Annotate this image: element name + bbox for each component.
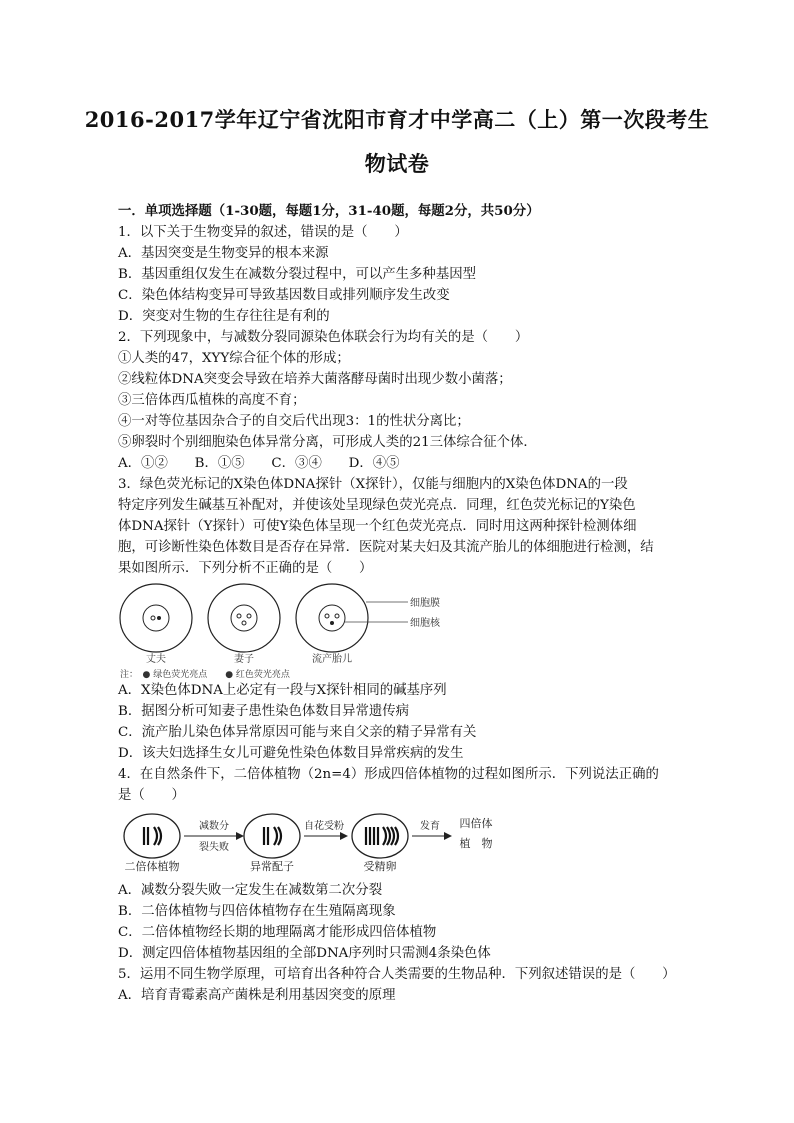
text-line: ②线粒体DNA突变会导致在培养大菌落酵母菌时出现少数小菌落；: [118, 372, 512, 387]
chromosomes-diploid: [144, 827, 161, 845]
section-heading: 一．单项选择题（1-30题，每题1分，31-40题，每题2分，共50分）: [118, 203, 540, 219]
text-line: 是（ ）: [118, 788, 185, 803]
result-label-line1: 四倍体: [459, 817, 493, 830]
fetus-label: 流产胎儿: [312, 654, 352, 665]
text-line: ⑤卵裂时个别细胞染色体异常分离，可形成人类的21三体综合征个体．: [118, 435, 537, 450]
text-line: C．染色体结构变异可导致基因数目或排列顺序发生改变: [118, 288, 450, 303]
text-line: ①人类的47，XYY综合征个体的形成；: [118, 351, 350, 366]
step2-label: 异常配子: [250, 860, 294, 873]
nucleus-label: 细胞核: [410, 618, 440, 629]
text-line: 体DNA探针（Y探针）可使Y染色体呈现一个红色荧光亮点．同时用这两种探针检测体细: [118, 519, 637, 534]
text-line: D．测定四倍体植物基因组的全部DNA序列时只需测4条染色体: [118, 946, 491, 961]
text-line: ③三倍体西瓜植株的高度不育；: [118, 393, 306, 408]
text-line: D．该夫妇选择生女儿可避免性染色体数目异常疾病的发生: [118, 746, 464, 761]
text-line: ④一对等位基因杂合子的自交后代出现3：1的性状分离比；: [118, 414, 470, 429]
text-line: 1．以下关于生物变异的叙述，错误的是（ ）: [118, 225, 408, 240]
text-line: 胞，可诊断性染色体数目是否存在异常．医院对某夫妇及其流产胎儿的体细胞进行检测，结: [118, 540, 654, 555]
step3-label: 受精卵: [363, 860, 397, 873]
step1-label: 二倍体植物: [124, 860, 180, 873]
text-line: B．据图分析可知妻子患性染色体数目异常遗传病: [118, 704, 410, 719]
text-line: B．基因重组仅发生在减数分裂过程中，可以产生多种基因型: [118, 267, 476, 282]
wife-cell: [208, 584, 280, 652]
text-line: 特定序列发生碱基互补配对，并使该处呈现绿色荧光亮点．同理，红色荧光标记的Y染色: [118, 498, 636, 513]
chromosomes-gamete: [264, 827, 281, 845]
text-line: A．基因突变是生物变异的根本来源: [118, 246, 329, 261]
text-line: 3．绿色荧光标记的X染色体DNA探针（X探针），仅能与细胞内的X染色体DNA的一段: [118, 477, 628, 492]
husband-label: 丈夫: [146, 654, 166, 665]
chromosomes-zygote: [366, 827, 398, 845]
result-label-line2: 植 物: [459, 837, 493, 850]
arrow3-top-label: 发育: [420, 821, 440, 832]
figure-note: 注： ● 绿色荧光亮点 ● 红色荧光亮点: [120, 670, 290, 680]
membrane-label: 细胞膜: [410, 598, 440, 609]
text-line: A．减数分裂失败一定发生在减数第二次分裂: [118, 883, 383, 898]
tetraploid-process-figure: [118, 810, 518, 878]
arrow1-top-label: 减数分: [199, 821, 229, 832]
arrow2-top-label: 自花受粉: [304, 821, 344, 832]
page-title-line-2: 物试卷: [364, 151, 430, 176]
text-line: 4．在自然条件下，二倍体植物（2n=4）形成四倍体植物的过程如图所示．下列说法正确的: [118, 767, 659, 782]
cell-probe-figure: [118, 580, 518, 680]
text-line: 2．下列现象中，与减数分裂同源染色体联会行为均有关的是（ ）: [118, 330, 529, 345]
text-line: C．流产胎儿染色体异常原因可能与来自父亲的精子异常有关: [118, 725, 477, 740]
text-line: A．①② B．①⑤ C．③④ D．④⑤: [118, 456, 400, 471]
text-line: B．二倍体植物与四倍体植物存在生殖隔离现象: [118, 904, 396, 919]
text-line: 5．运用不同生物学原理，可培育出各种符合人类需要的生物品种．下列叙述错误的是（ ）: [118, 967, 676, 982]
text-line: 果如图所示．下列分析不正确的是（ ）: [118, 561, 373, 576]
arrow1-bottom-label: 裂失败: [199, 842, 229, 853]
text-line: A．培育青霉素高产菌株是利用基因突变的原理: [118, 988, 396, 1003]
fetus-cell: [296, 584, 368, 652]
text-line: C．二倍体植物经长期的地理隔离才能形成四倍体植物: [118, 925, 437, 940]
text-line: A．X染色体DNA上必定有一段与X探针相同的碱基序列: [118, 683, 447, 698]
text-line: D．突变对生物的生存往往是有利的: [118, 309, 330, 324]
wife-label: 妻子: [234, 654, 254, 665]
page-title-line-1: 2016-2017学年辽宁省沈阳市育才中学高二（上）第一次段考生: [84, 107, 710, 132]
husband-cell: [120, 584, 192, 652]
